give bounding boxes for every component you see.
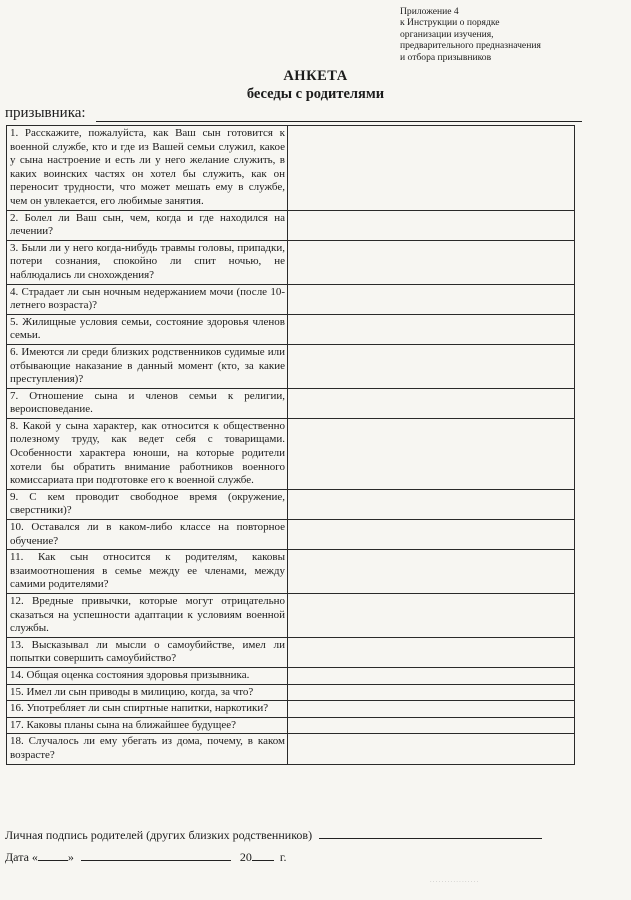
- question-row: [7, 126, 575, 211]
- answer-cell[interactable]: [288, 314, 575, 344]
- signature-label: Личная подпись родителей (других близких родственников): [5, 828, 313, 842]
- answer-cell[interactable]: [288, 684, 575, 701]
- question-row: [7, 637, 575, 667]
- subject-name-field[interactable]: [96, 121, 582, 122]
- question-row: [7, 418, 575, 489]
- page-subtitle: беседы с родителями: [246, 86, 385, 102]
- answer-cell[interactable]: [288, 344, 575, 388]
- answer-cell[interactable]: [288, 637, 575, 667]
- question-row: [7, 489, 575, 519]
- question-row: [7, 388, 575, 418]
- question-row: [7, 550, 575, 594]
- question-text: 14. Общая оценка состояния здоровья призывника.: [7, 667, 288, 684]
- date-quote-close: »: [67, 850, 74, 864]
- question-row: [7, 667, 575, 684]
- appendix-note: [400, 6, 600, 63]
- question-text: 8. Какой у сына характер, как относится к общественно полезному труду, как ведет себя с товарищами. Особенности характера юноши, на которые родители хотели бы обратить внимание работников военного комиссариата при подготовке его к военной службе.: [7, 418, 288, 489]
- answer-cell[interactable]: [288, 489, 575, 519]
- answer-cell[interactable]: [288, 701, 575, 718]
- question-row: [7, 684, 575, 701]
- question-text: 9. С кем проводит свободное время (окружение, сверстники)?: [7, 489, 288, 519]
- question-text: 4. Страдает ли сын ночным недержанием мочи (после 10-летнего возраста)?: [7, 284, 288, 314]
- question-row: [7, 520, 575, 550]
- question-row: [7, 284, 575, 314]
- question-text: 3. Были ли у него когда-нибудь травмы головы, припадки, потери сознания, спокойно ли спит ночью, не наблюдались ли снохождения?: [7, 240, 288, 284]
- page-title: АНКЕТА: [283, 68, 348, 84]
- date-row: [5, 850, 287, 865]
- answer-cell[interactable]: [288, 210, 575, 240]
- question-text: 10. Оставался ли в каком-либо классе на повторное обучение?: [7, 520, 288, 550]
- print-imprint: · · · · · · · · · · · · · · · · ·: [430, 880, 479, 885]
- question-row: [7, 314, 575, 344]
- question-text: 12. Вредные привычки, которые могут отрицательно сказаться на успешности адаптации к условиям военной службы.: [7, 594, 288, 638]
- question-row: [7, 210, 575, 240]
- answer-cell[interactable]: [288, 520, 575, 550]
- question-text: 1. Расскажите, пожалуйста, как Ваш сын готовится к военной службе, кто и где из Вашей семьи служил, какое у сына настроение и есть ли у него желание служить, в каких воинских частях он хотел бы служить, как он переносит трудности, что может мешать ему в службе, чем он увлекается, его любимые занятия.: [7, 126, 288, 211]
- answer-cell[interactable]: [288, 284, 575, 314]
- questionnaire-table: [6, 125, 575, 765]
- appendix-line: к Инструкции о порядке: [400, 17, 500, 29]
- appendix-line: организации изучения,: [400, 28, 494, 40]
- signature-field[interactable]: [319, 828, 542, 839]
- question-row: [7, 717, 575, 734]
- question-row: [7, 594, 575, 638]
- date-month-field[interactable]: [81, 850, 231, 861]
- question-text: 18. Случалось ли ему убегать из дома, почему, в каком возрасте?: [7, 734, 288, 764]
- date-day-field[interactable]: [38, 850, 68, 861]
- question-text: 5. Жилищные условия семьи, состояние здоровья членов семьи.: [7, 314, 288, 344]
- question-row: [7, 344, 575, 388]
- appendix-line: Приложение 4: [400, 6, 459, 17]
- year-prefix: 20: [239, 850, 252, 864]
- question-row: [7, 240, 575, 284]
- answer-cell[interactable]: [288, 550, 575, 594]
- answer-cell[interactable]: [288, 240, 575, 284]
- signature-row: [5, 828, 542, 843]
- answer-cell[interactable]: [288, 594, 575, 638]
- question-text: 7. Отношение сына и членов семьи к религии, вероисповедание.: [7, 388, 288, 418]
- answer-cell[interactable]: [288, 667, 575, 684]
- question-text: 15. Имел ли сын приводы в милицию, когда, за что?: [7, 684, 288, 701]
- subject-label: призывника:: [5, 105, 86, 121]
- answer-cell[interactable]: [288, 388, 575, 418]
- question-row: [7, 701, 575, 718]
- question-text: 16. Употребляет ли сын спиртные напитки, наркотики?: [7, 701, 288, 718]
- question-text: 11. Как сын относится к родителям, каковы взаимоотношения в семье между ее членами, между самими родителями?: [7, 550, 288, 594]
- question-text: 2. Болел ли Ваш сын, чем, когда и где находился на лечении?: [7, 210, 288, 240]
- question-text: 6. Имеются ли среди близких родственников судимые или отбывающие наказание в данный момент (кто, за какие преступления)?: [7, 344, 288, 388]
- appendix-line: и отбора призывников: [400, 51, 492, 63]
- date-year-field[interactable]: [252, 850, 274, 861]
- answer-cell[interactable]: [288, 717, 575, 734]
- answer-cell[interactable]: [288, 418, 575, 489]
- question-text: 17. Каковы планы сына на ближайшее будущее?: [7, 717, 288, 734]
- date-label: Дата «: [5, 850, 38, 864]
- question-text: 13. Высказывал ли мысли о самоубийстве, имел ли попытки совершить самоубийство?: [7, 637, 288, 667]
- answer-cell[interactable]: [288, 126, 575, 211]
- appendix-line: предварительного предназначения: [400, 40, 541, 52]
- question-row: [7, 734, 575, 764]
- year-suffix: г.: [279, 850, 287, 864]
- answer-cell[interactable]: [288, 734, 575, 764]
